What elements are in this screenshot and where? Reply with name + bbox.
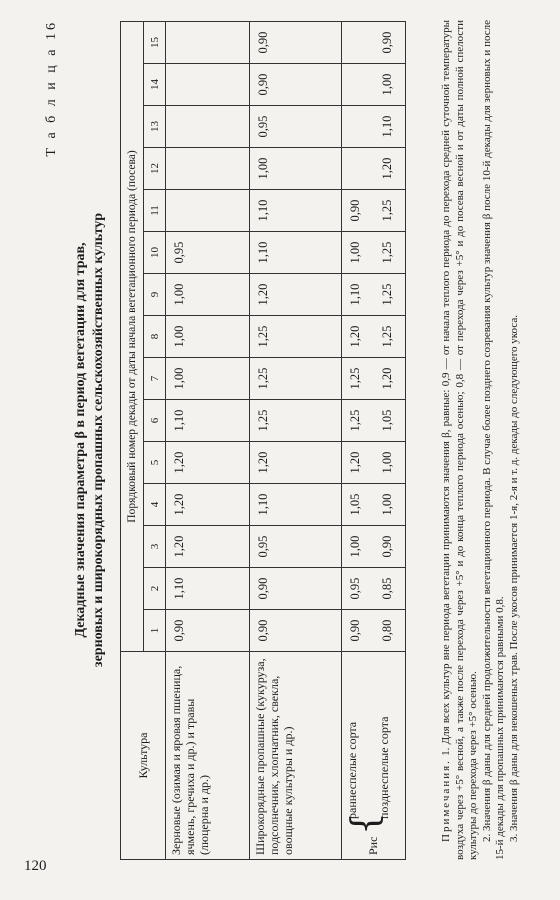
value-cell: 0,95 [250,106,342,148]
data-table-wrapper [120,21,406,860]
value-cell [342,148,374,190]
decade-header: 12 [144,148,166,190]
brace-icon: { [345,812,386,835]
value-cell: 1,20 [166,484,250,526]
decade-header: 1 [144,610,166,652]
table-row [342,21,374,859]
value-cell: 0,80 [374,610,406,652]
value-cell [166,21,250,63]
notes [440,20,521,860]
value-cell: 0,90 [342,190,374,232]
value-cell: 1,00 [250,148,342,190]
decade-header: 10 [144,232,166,274]
value-cell: 0,95 [166,232,250,274]
value-cell: 1,25 [374,274,406,316]
decade-header: 3 [144,526,166,568]
value-cell [166,148,250,190]
value-cell: 1,10 [250,190,342,232]
decade-header: 6 [144,400,166,442]
value-cell: 1,10 [342,274,374,316]
value-cell [166,64,250,106]
value-cell: 0,90 [374,21,406,63]
value-cell [342,64,374,106]
value-cell: 1,00 [166,274,250,316]
value-cell: 0,90 [374,526,406,568]
title-line-1: Декадные значения параметра β в период вегетации для трав, [73,242,88,638]
value-cell: 1,20 [166,526,250,568]
decade-header: 7 [144,358,166,400]
rice-label: Рис [366,836,380,855]
note-2: 2. Значения β даны для средней продолжительности вегетационного периода. В случае более позднего созревания культур значения β после 10-й декады для зерновых и после 15-й декады для пропашных принимаются равными 0,8. [480,20,506,860]
value-cell: 1,05 [342,484,374,526]
value-cell: 1,20 [166,442,250,484]
crop-name: Широкорядные пропашные (кукуруза, подсолнечник, хлопчатник, свекла, овощные культуры и др.) [250,652,342,860]
value-cell: 1,10 [250,232,342,274]
rice-variety-name: позднеспелые сорта [376,716,391,819]
value-cell [166,190,250,232]
value-cell: 0,95 [250,526,342,568]
rice-crop-cell [374,652,406,860]
value-cell: 1,00 [166,316,250,358]
title-line-2: зерновых и широкорядных пропашных сельскохозяйственных культур [91,212,106,668]
value-cell: 1,00 [374,442,406,484]
value-cell: 0,90 [166,610,250,652]
value-cell: 1,20 [374,148,406,190]
decade-header: 4 [144,484,166,526]
rotated-page-content [44,20,534,860]
data-table [120,21,406,860]
decade-header: 11 [144,190,166,232]
value-cell: 1,05 [374,400,406,442]
value-cell: 1,20 [250,274,342,316]
value-cell: 1,25 [250,358,342,400]
page-number: 120 [24,858,47,874]
value-cell: 1,00 [166,358,250,400]
value-cell [342,106,374,148]
value-cell: 1,25 [374,316,406,358]
value-cell: 0,95 [342,568,374,610]
decade-header: 13 [144,106,166,148]
value-cell: 1,25 [250,316,342,358]
value-cell: 1,25 [374,232,406,274]
value-cell: 0,90 [250,610,342,652]
value-cell: 1,20 [374,358,406,400]
decade-header: 8 [144,316,166,358]
rice-variety-name: раннеспелые сорта [345,721,359,819]
decade-header: 5 [144,442,166,484]
decade-header: 2 [144,568,166,610]
value-cell: 1,00 [342,526,374,568]
value-cell: 1,10 [166,568,250,610]
note-1: 1. Для всех культур вне периода вегетации принимаются значения β, равные: 0,9 — от начала теплого периода до перехода средней суточной температуры воздуха через +5° весной, а также после перехода через +5° и до конца теплого периода осенью; 0,8 — от перехода через +5° и до посева весной и от даты полной спелости культуры до перехода через +5° осенью. [440,20,479,860]
value-cell: 1,00 [374,484,406,526]
table-label: Т а б л и ц а 16 [44,20,59,157]
value-cell: 0,90 [250,64,342,106]
value-cell: 1,25 [250,400,342,442]
decade-header: 15 [144,21,166,63]
notes-label: Примечания. [440,759,452,842]
decade-header: 9 [144,274,166,316]
value-cell: 1,10 [250,484,342,526]
value-cell: 1,00 [342,232,374,274]
table-title [72,20,108,860]
period-header: Порядковый номер декады от даты начала вегетационного периода (посева) [121,21,144,651]
value-cell: 0,90 [342,610,374,652]
value-cell: 0,85 [374,568,406,610]
value-cell [166,106,250,148]
value-cell: 1,20 [250,442,342,484]
table-row [374,21,406,859]
note-3: 3. Значения β даны для некошеных трав. После укосов принимается 1-я, 2-я и т. д. декады до следующего укоса. [507,315,520,842]
value-cell: 1,10 [374,106,406,148]
decade-header: 14 [144,64,166,106]
value-cell: 1,20 [342,442,374,484]
value-cell: 0,90 [250,568,342,610]
value-cell: 1,25 [342,358,374,400]
value-cell: 1,10 [166,400,250,442]
value-cell [342,21,374,63]
value-cell: 1,25 [342,400,374,442]
table-row [250,21,342,859]
value-cell: 1,25 [374,190,406,232]
table-row [166,21,250,859]
value-cell: 1,20 [342,316,374,358]
value-cell: 1,00 [374,64,406,106]
value-cell: 0,90 [250,21,342,63]
crop-name: Зерновые (озимая и яровая пшеница, ячмень, гречиха и др.) и травы (люцерна и др.) [166,652,250,860]
culture-header: Культура [121,652,166,860]
